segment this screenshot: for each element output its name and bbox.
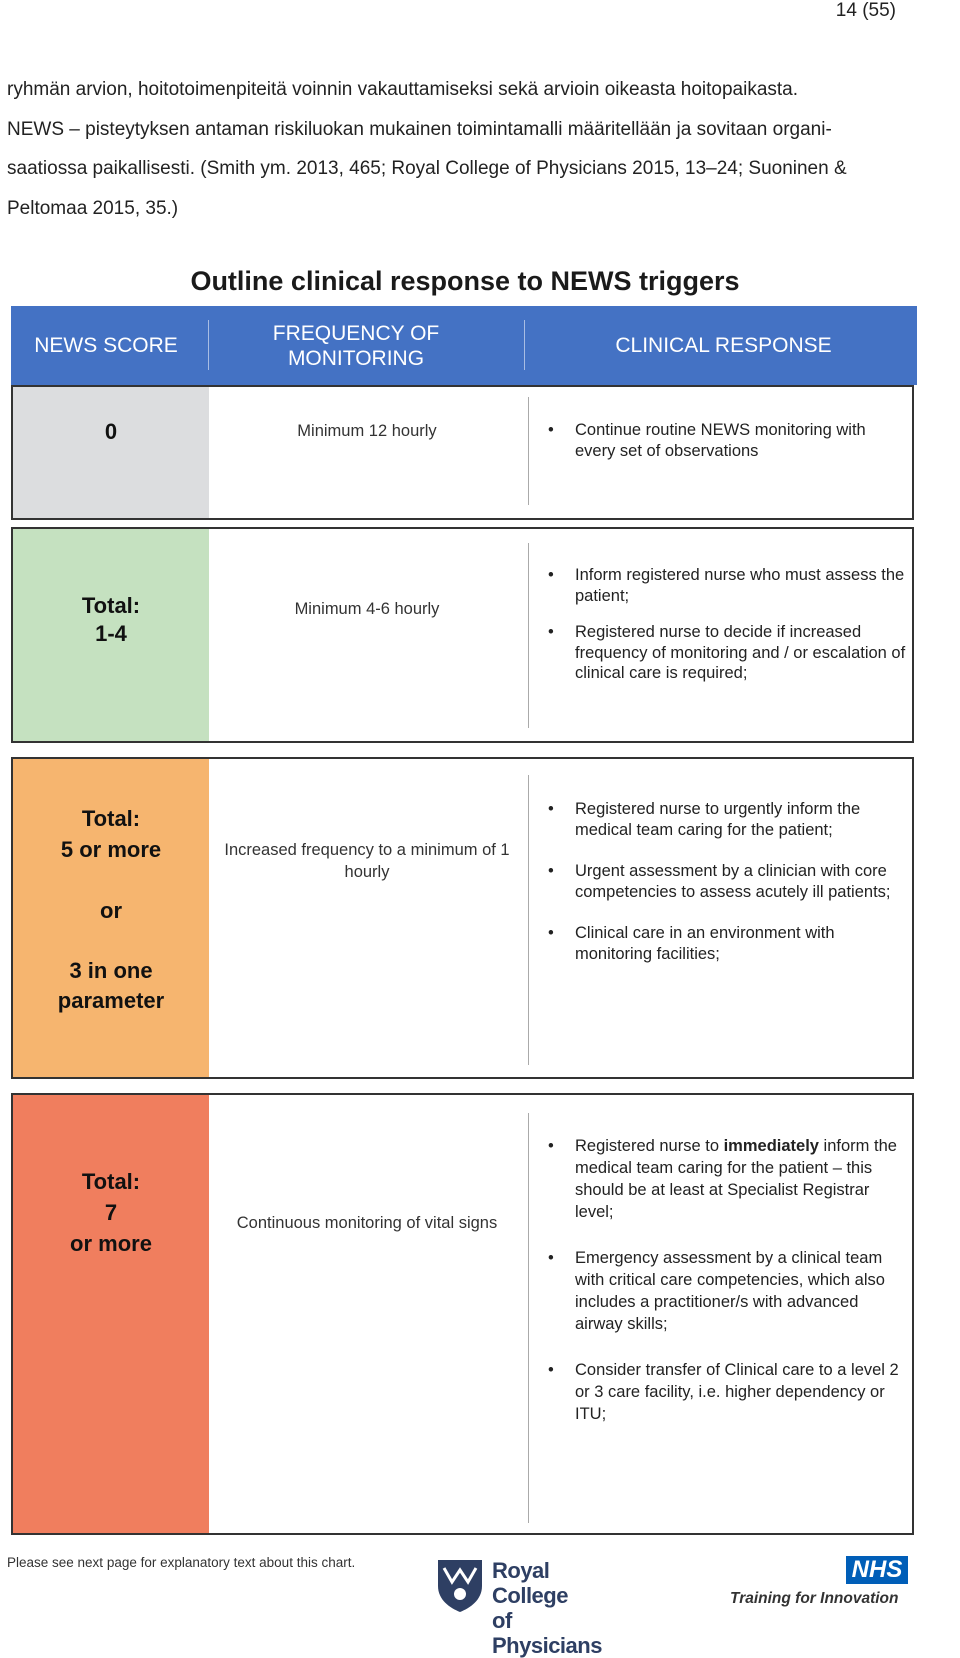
response-text: Emergency assessment by a clinical team with critical care competencies, which also includes a practitioner/s with advanced airway skills; xyxy=(575,1249,885,1333)
header-clinical-response: CLINICAL RESPONSE xyxy=(615,334,832,357)
response-text: Registered nurse to urgently inform the medical team caring for the patient; xyxy=(575,800,861,839)
header-divider xyxy=(208,320,209,370)
header-divider xyxy=(524,320,525,370)
score-label: 1-4 xyxy=(95,621,127,646)
score-cell xyxy=(13,529,209,741)
response-text: Registered nurse to immediately inform the medical team caring for the patient – this should be at least at Specialist Registrar level; xyxy=(575,1137,897,1221)
bullet-icon: • xyxy=(548,1137,554,1155)
table-row-score-0 xyxy=(11,385,914,520)
intro-line: ryhmän arvion, hoitotoimenpiteitä voinnin vakauttamiseksi sekä arvioin oikeasta hoitopaikasta. xyxy=(7,79,799,100)
rcp-crest-icon xyxy=(434,1556,486,1614)
intro-line: Peltomaa 2015, 35.) xyxy=(7,197,179,219)
frequency-text: Minimum 12 hourly xyxy=(297,422,437,440)
chart-footnote: Please see next page for explanatory text about this chart. xyxy=(7,1555,356,1570)
rcp-line: Royal College xyxy=(492,1558,568,1608)
score-label: parameter xyxy=(57,988,165,1013)
intro-paragraph xyxy=(7,70,952,228)
column-divider xyxy=(528,543,529,728)
response-item xyxy=(548,420,908,461)
response-list xyxy=(548,799,908,980)
response-text: Clinical care in an environment with monitoring facilities; xyxy=(575,924,835,963)
header-news-score: NEWS SCORE xyxy=(34,334,178,357)
frequency-text: Continuous monitoring of vital signs xyxy=(236,1214,498,1232)
score-label: Total: xyxy=(81,806,141,831)
bullet-icon: • xyxy=(548,566,554,584)
nhs-logo: NHS xyxy=(846,1556,908,1584)
frequency-text: Minimum 4-6 hourly xyxy=(294,600,440,618)
response-text: Continue routine NEWS monitoring with every set of observations xyxy=(575,421,866,460)
response-text: Consider transfer of Clinical care to a level 2 or 3 care facility, i.e. higher dependency or ITU; xyxy=(575,1361,899,1423)
response-text: Registered nurse to decide if increased frequency of monitoring and / or escalation of clinical care is required; xyxy=(575,623,906,682)
score-cell xyxy=(13,387,209,518)
rcp-wordmark xyxy=(492,1558,624,1658)
table-row-score-7-plus xyxy=(11,1093,914,1535)
score-label: Total: xyxy=(81,593,141,618)
column-divider xyxy=(528,397,529,505)
score-label: or more xyxy=(70,1231,152,1256)
response-item xyxy=(548,622,908,684)
response-list xyxy=(548,420,908,477)
response-list xyxy=(548,565,908,700)
table-row-score-5-plus xyxy=(11,757,914,1079)
score-label: or xyxy=(100,898,122,923)
response-item xyxy=(548,1135,908,1223)
score-label: 5 or more xyxy=(60,837,162,862)
emphasis-text: immediately xyxy=(723,1137,819,1155)
response-item xyxy=(548,861,908,902)
header-frequency: FREQUENCY OF MONITORING xyxy=(272,321,440,370)
column-divider xyxy=(528,1113,529,1523)
bullet-icon: • xyxy=(548,421,554,439)
intro-line: saatiossa paikallisesti. (Smith ym. 2013, 465; Royal College of Physicians 2015, 13–24; Suoninen & xyxy=(7,158,847,179)
response-text: Inform registered nurse who must assess the patient; xyxy=(575,566,905,605)
score-label: Total: xyxy=(81,1169,141,1194)
response-item xyxy=(548,799,908,840)
nhs-tagline: Training for Innovation xyxy=(730,1590,899,1607)
column-divider xyxy=(528,775,529,1065)
score-cell xyxy=(13,1095,209,1533)
score-cell xyxy=(13,759,209,1077)
score-label: 3 in one xyxy=(69,958,153,983)
table-header xyxy=(11,306,917,385)
response-item xyxy=(548,565,908,606)
bullet-icon: • xyxy=(548,800,554,818)
bullet-icon: • xyxy=(548,1249,554,1267)
score-label: 7 xyxy=(104,1200,118,1225)
rcp-line: of Physicians xyxy=(492,1608,602,1658)
frequency-text: Increased frequency to a minimum of 1 hourly xyxy=(224,841,510,881)
response-list xyxy=(548,1135,908,1441)
response-item xyxy=(548,1247,908,1335)
table-row-score-1-4 xyxy=(11,527,914,743)
royal-college-logo xyxy=(434,1556,624,1658)
bullet-icon: • xyxy=(548,862,554,880)
response-item xyxy=(548,923,908,964)
bullet-icon: • xyxy=(548,924,554,942)
response-item xyxy=(548,1359,908,1425)
bullet-icon: • xyxy=(548,623,554,641)
intro-line: NEWS – pisteytyksen antaman riskiluokan mukainen toimintamalli määritellään ja sovitaan organi- xyxy=(7,118,832,140)
score-label: 0 xyxy=(104,419,118,444)
bullet-icon: • xyxy=(548,1361,554,1379)
page-number: 14 (55) xyxy=(835,0,896,21)
response-text: Urgent assessment by a clinician with core competencies to assess acutely ill patients; xyxy=(575,862,891,901)
chart-title: Outline clinical response to NEWS triggers xyxy=(190,266,740,296)
